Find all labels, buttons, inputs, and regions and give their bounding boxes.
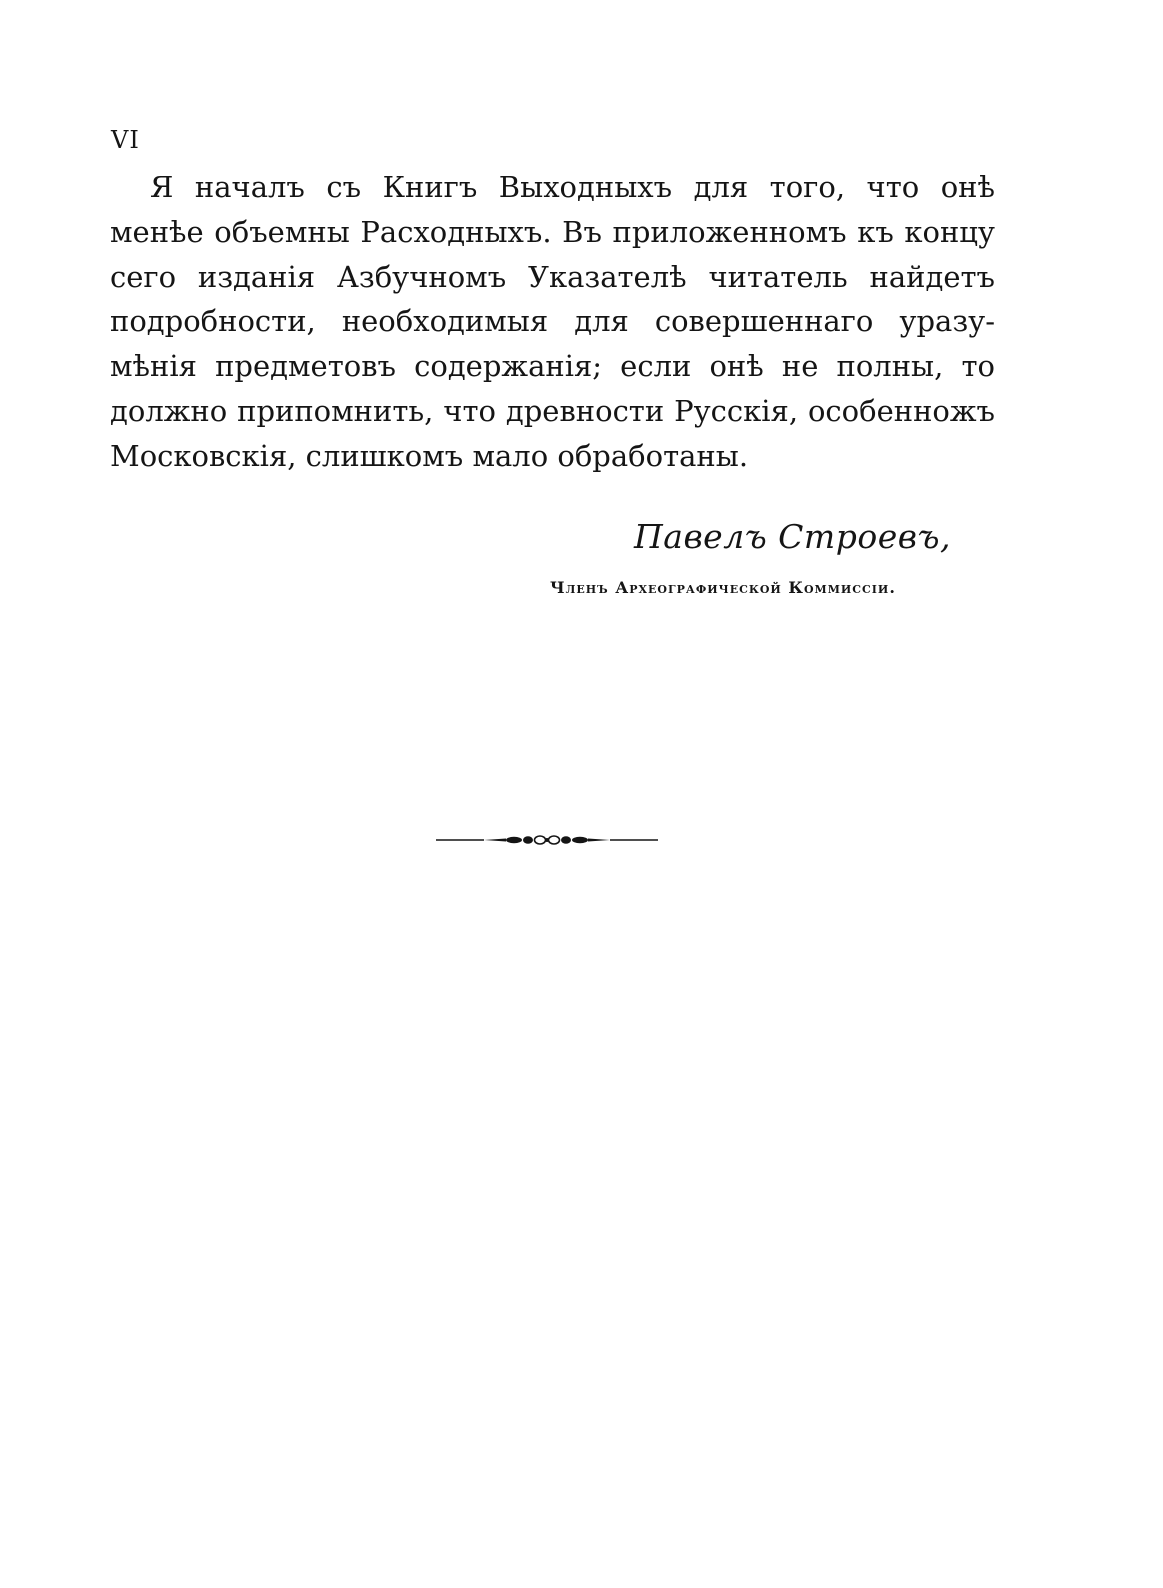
paragraph-line: подробности, необходимыя для совершеннаго уразу- — [110, 304, 995, 339]
paragraph-line: Московскія, слишкомъ мало обработаны. — [110, 438, 749, 473]
author-title: Членъ Археографической Коммиссіи. — [550, 578, 896, 597]
paragraph-line: сего изданія Азбучномъ Указателѣ читатель найдетъ — [110, 259, 995, 294]
paragraph-line: менѣе объемны Расходныхъ. Въ приложенномъ къ концу — [110, 214, 995, 249]
paragraph-line: мѣнія предметовъ содержанія; если онѣ не полны, то — [110, 349, 995, 384]
paragraph-line: Я началъ съ Книгъ Выходныхъ для того, что онѣ — [150, 170, 995, 204]
page-number: VI — [111, 126, 140, 154]
paragraph-line: должно припомнить, что древности Русскія, особенножъ — [110, 393, 995, 428]
decorative-divider-icon — [436, 830, 658, 850]
paragraph — [110, 165, 995, 479]
author-signature: Павелъ Строевъ, — [634, 517, 951, 556]
